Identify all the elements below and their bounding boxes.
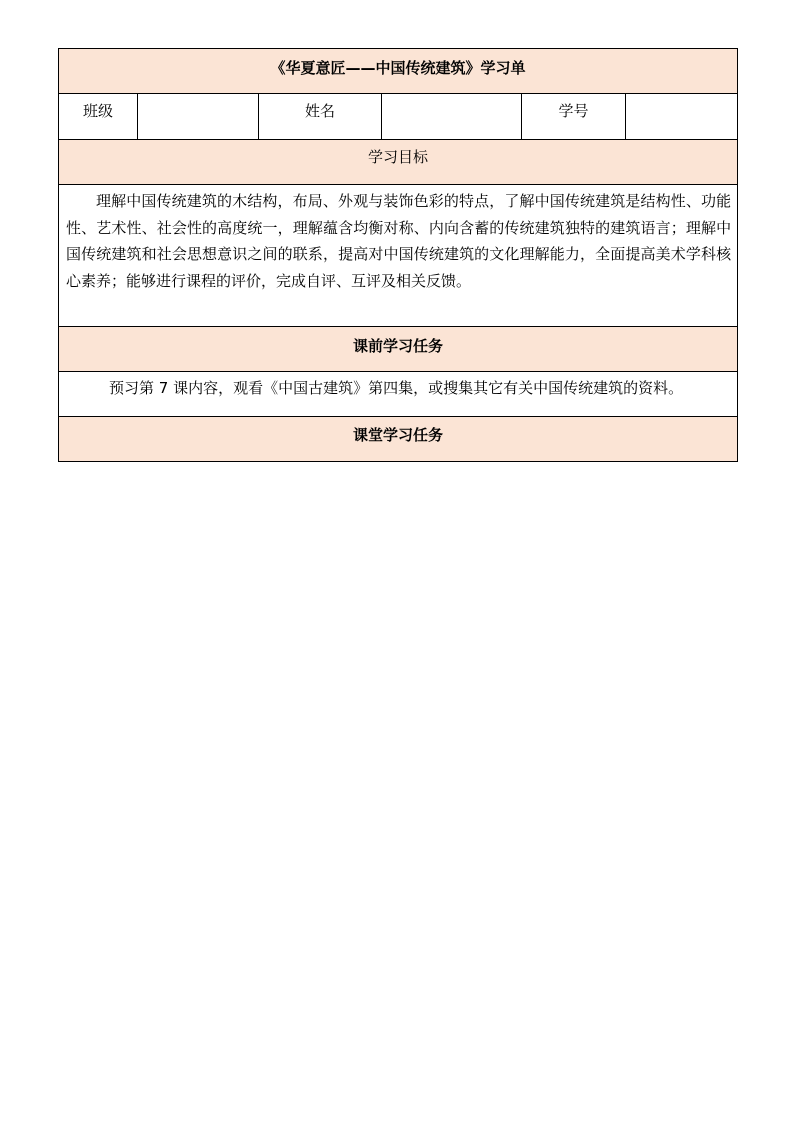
name-label: 姓名 [304, 102, 335, 120]
class-value-field[interactable] [138, 94, 259, 140]
sheet-title: 《华夏意匠——中国传统建筑》学习单 [270, 59, 526, 77]
id-value-field[interactable] [626, 94, 738, 140]
in-class-heading: 课堂学习任务 [353, 426, 444, 444]
in-class-heading-cell [59, 417, 738, 462]
class-label-cell [59, 94, 138, 140]
pre-class-heading-cell [59, 327, 738, 372]
pre-class-heading: 课前学习任务 [353, 337, 444, 355]
name-label-cell [259, 94, 382, 140]
class-label: 班级 [82, 102, 113, 120]
sheet-title-cell [59, 49, 738, 94]
goals-heading: 学习目标 [368, 148, 429, 166]
id-label: 学号 [558, 102, 589, 120]
pre-class-text: 预习第 7 课内容，观看《中国古建筑》第四集，或搜集其它有关中国传统建筑的资料。 [109, 379, 684, 397]
goals-content-cell [59, 185, 738, 327]
goals-heading-cell [59, 140, 738, 185]
id-label-cell [522, 94, 626, 140]
study-sheet-table [58, 48, 738, 462]
name-value-field[interactable] [382, 94, 522, 140]
pre-class-content-cell [59, 372, 738, 417]
goals-text: 理解中国传统建筑的木结构，布局、外观与装饰色彩的特点，了解中国传统建筑是结构性、功能性、艺术性、社会性的高度统一，理解蕴含均衡对称、内向含蓄的传统建筑独特的建筑语言；理解中国传统建筑和社会思想意识之间的联系，提高对中国传统建筑的文化理解能力，全面提高美术学科核心素养；能够进行课程的评价，完成自评、互评及相关反馈。 [66, 192, 732, 290]
